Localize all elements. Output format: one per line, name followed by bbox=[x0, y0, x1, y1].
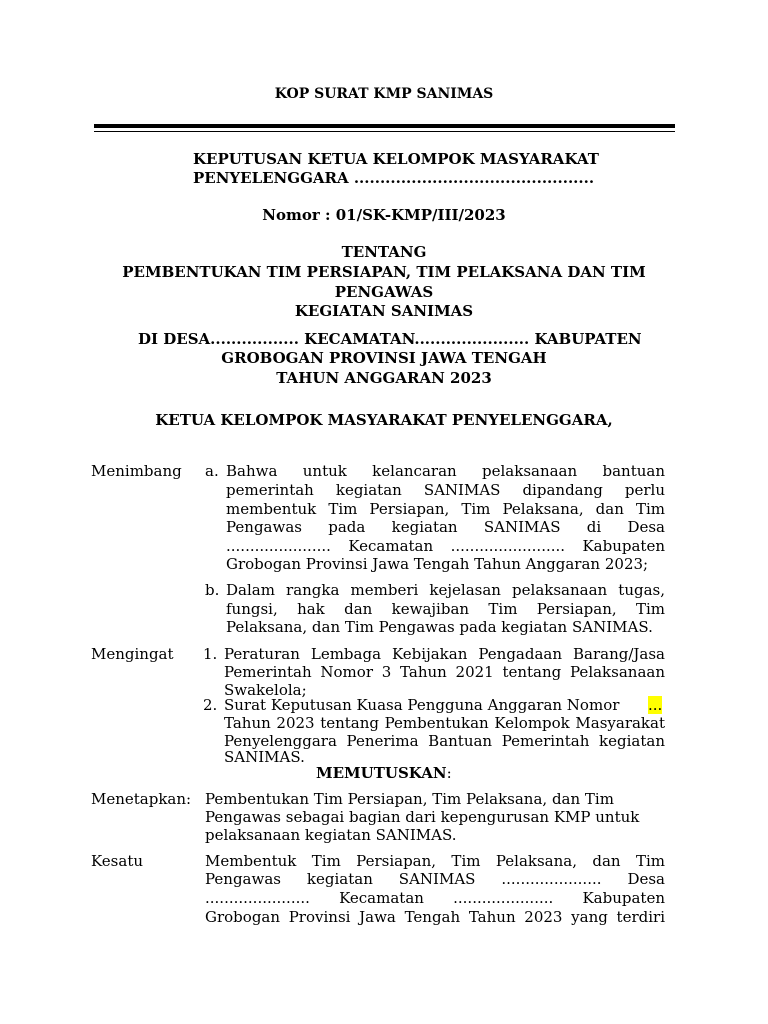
kesatu-line1: Membentuk Tim Persiapan, Tim Pelaksana, dan Tim bbox=[205, 852, 665, 870]
ketua-heading: KETUA KELOMPOK MASYARAKAT PENYELENGGARA, bbox=[155, 411, 613, 429]
mengingat-2-marker: 2. bbox=[203, 696, 218, 714]
location-line2: GROBOGAN PROVINSI JAWA TENGAH bbox=[221, 349, 547, 367]
kesatu-label: Kesatu bbox=[91, 852, 144, 870]
letterhead-rule-thin bbox=[94, 131, 675, 132]
menimbang-a-line5: ...................... Kecamatan ........................ Kabupaten bbox=[226, 537, 665, 555]
location-line3: TAHUN ANGGARAN 2023 bbox=[276, 369, 492, 387]
menimbang-a-line3: membentuk Tim Persiapan, Tim Pelaksana, dan Tim bbox=[226, 500, 665, 518]
menimbang-a-line4: Pengawas pada kegiatan SANIMAS di Desa bbox=[226, 518, 665, 536]
mengingat-2-line3: Penyelenggara Penerima Bantuan Pemerintah kegiatan bbox=[224, 732, 665, 750]
subject-line3: KEGIATAN SANIMAS bbox=[294, 302, 474, 320]
menetapkan-label: Menetapkan: bbox=[91, 790, 192, 808]
menimbang-b-line3: Pelaksana, dan Tim Pengawas pada kegiatan SANIMAS. bbox=[226, 618, 653, 636]
menetapkan-line2: Pengawas sebagai bagian dari kepengurusan KMP untuk bbox=[205, 808, 640, 826]
menimbang-a-line2: pemerintah kegiatan SANIMAS dipandang perlu bbox=[226, 481, 665, 499]
mengingat-2-highlight: ... bbox=[648, 696, 663, 714]
menimbang-b-line2: fungsi, hak dan kewajiban Tim Persiapan, Tim bbox=[226, 600, 665, 618]
menimbang-b-marker: b. bbox=[205, 581, 220, 599]
subject-line1: PEMBENTUKAN TIM PERSIAPAN, TIM PELAKSANA DAN TIM bbox=[122, 263, 646, 281]
subject-line2: PENGAWAS bbox=[334, 283, 434, 301]
decree-title-line2: PENYELENGGARA .............................................. bbox=[193, 169, 595, 187]
menetapkan-line3: pelaksanaan kegiatan SANIMAS. bbox=[205, 826, 457, 844]
mengingat-2-line2: Tahun 2023 tentang Pembentukan Kelompok Masyarakat bbox=[224, 714, 665, 732]
menetapkan-line1: Pembentukan Tim Persiapan, Tim Pelaksana, dan Tim bbox=[205, 790, 614, 808]
letterhead-title: KOP SURAT KMP SANIMAS bbox=[274, 86, 494, 102]
tentang-heading: TENTANG bbox=[341, 243, 427, 261]
kesatu-line2: Pengawas kegiatan SANIMAS ..................... Desa bbox=[205, 870, 665, 888]
mengingat-2-line1: Surat Keputusan Kuasa Pengguna Anggaran Nomor bbox=[224, 696, 620, 714]
menimbang-b-line1: Dalam rangka memberi kejelasan pelaksanaan tugas, bbox=[226, 581, 665, 599]
mengingat-1-line3: Swakelola; bbox=[224, 681, 307, 699]
mengingat-label: Mengingat bbox=[91, 645, 174, 663]
mengingat-1-line2: Pemerintah Nomor 3 Tahun 2021 tentang Pelaksanaan bbox=[224, 663, 665, 681]
decree-title-line1: KEPUTUSAN KETUA KELOMPOK MASYARAKAT bbox=[193, 150, 599, 168]
letterhead-rule-thick bbox=[94, 124, 675, 128]
decree-number: Nomor : 01/SK-KMP/III/2023 bbox=[262, 206, 506, 224]
memutuskan-heading bbox=[316, 764, 452, 782]
memutuskan-colon: : bbox=[446, 764, 452, 782]
menimbang-a-marker: a. bbox=[205, 462, 219, 480]
kesatu-line3: ...................... Kecamatan ..................... Kabupaten bbox=[205, 889, 665, 907]
menimbang-a-line1: Bahwa untuk kelancaran pelaksanaan bantuan bbox=[226, 462, 665, 480]
mengingat-1-marker: 1. bbox=[203, 645, 218, 663]
mengingat-2-line4: SANIMAS. bbox=[224, 748, 305, 766]
menimbang-a-line6: Grobogan Provinsi Jawa Tengah Tahun Anggaran 2023; bbox=[226, 555, 649, 573]
kesatu-line4: Grobogan Provinsi Jawa Tengah Tahun 2023 yang terdiri bbox=[205, 908, 665, 926]
location-line1: DI DESA................. KECAMATAN...................... KABUPATEN bbox=[138, 330, 642, 348]
memutuskan-label: MEMUTUSKAN bbox=[316, 764, 447, 782]
menimbang-label: Menimbang bbox=[91, 462, 182, 480]
mengingat-1-line1: Peraturan Lembaga Kebijakan Pengadaan Barang/Jasa bbox=[224, 645, 665, 663]
